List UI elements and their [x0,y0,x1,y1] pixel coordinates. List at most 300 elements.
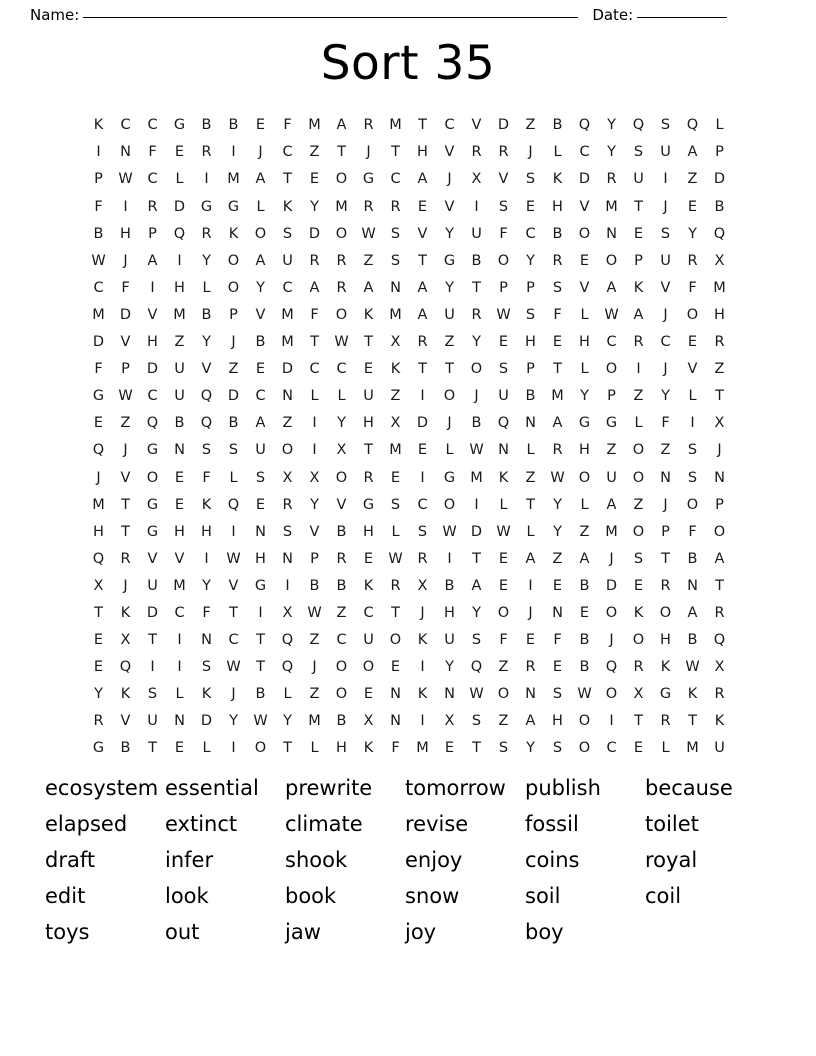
grid-letter[interactable]: F [553,306,562,323]
grid-letter[interactable]: P [661,523,670,540]
grid-letter[interactable]: V [444,198,455,215]
grid-letter[interactable]: T [337,144,346,161]
word-list-item[interactable]: draft [45,848,96,872]
grid-letter[interactable]: A [525,550,536,567]
grid-letter[interactable]: J [663,496,668,513]
grid-letter[interactable]: E [363,550,374,567]
word-list-item[interactable]: out [165,920,200,944]
grid-letter[interactable]: M [308,713,321,730]
grid-letter[interactable]: F [283,117,292,134]
grid-letter[interactable]: Y [337,415,346,432]
grid-letter[interactable]: Z [174,334,185,351]
grid-letter[interactable]: F [391,740,400,757]
grid-letter[interactable]: O [605,686,618,703]
grid-letter[interactable]: N [174,713,185,730]
grid-letter[interactable]: E [417,198,428,215]
grid-letter[interactable]: L [202,279,211,296]
grid-letter[interactable]: H [417,144,428,161]
grid-letter[interactable]: Z [309,632,320,649]
grid-letter[interactable]: J [312,659,317,676]
grid-letter[interactable]: N [390,279,401,296]
grid-letter[interactable]: T [472,740,481,757]
grid-letter[interactable]: R [660,577,671,594]
grid-letter[interactable]: B [255,686,266,703]
grid-letter[interactable]: G [200,198,213,215]
grid-letter[interactable]: K [282,198,293,215]
grid-letter[interactable]: E [255,361,266,378]
grid-letter[interactable]: M [281,334,294,351]
grid-letter[interactable]: M [227,171,240,188]
word-list-item[interactable]: infer [165,848,214,872]
name-write-line[interactable] [83,16,578,18]
grid-letter[interactable]: E [633,577,644,594]
grid-letter[interactable]: D [146,361,159,378]
grid-letter[interactable]: J [528,604,533,621]
grid-letter[interactable]: G [92,388,105,405]
grid-letter[interactable]: V [201,361,212,378]
grid-letter[interactable]: J [123,442,128,459]
grid-letter[interactable]: R [417,334,428,351]
grid-letter[interactable]: B [309,577,320,594]
grid-letter[interactable]: V [120,469,131,486]
grid-letter[interactable]: S [390,252,401,269]
grid-letter[interactable]: E [93,632,104,649]
grid-letter[interactable]: I [285,577,290,594]
grid-letter[interactable]: S [660,117,671,134]
grid-letter[interactable]: R [714,604,725,621]
grid-letter[interactable]: O [146,469,159,486]
grid-letter[interactable]: I [420,659,425,676]
grid-letter[interactable]: Z [390,388,401,405]
grid-letter[interactable]: X [714,659,725,676]
grid-letter[interactable]: Z [525,469,536,486]
grid-letter[interactable]: H [552,713,563,730]
grid-letter[interactable]: L [688,388,697,405]
grid-letter[interactable]: L [661,740,670,757]
grid-letter[interactable]: R [687,252,698,269]
grid-letter[interactable]: V [579,279,590,296]
grid-letter[interactable]: E [552,334,563,351]
grid-letter[interactable]: J [447,415,452,432]
grid-letter[interactable]: S [633,550,644,567]
grid-letter[interactable]: O [578,469,591,486]
grid-letter[interactable]: V [255,306,266,323]
grid-letter[interactable]: U [660,252,671,269]
grid-letter[interactable]: V [336,496,347,513]
grid-letter[interactable]: X [417,577,428,594]
grid-letter[interactable]: N [390,686,401,703]
grid-letter[interactable]: T [310,334,319,351]
grid-letter[interactable]: Q [686,117,699,134]
grid-letter[interactable]: F [94,198,103,215]
grid-letter[interactable]: W [307,604,322,621]
grid-letter[interactable]: M [686,740,699,757]
grid-letter[interactable]: R [714,686,725,703]
grid-letter[interactable]: O [605,361,618,378]
grid-letter[interactable]: N [525,415,536,432]
grid-letter[interactable]: J [96,469,101,486]
grid-letter[interactable]: H [147,334,158,351]
word-list-item[interactable]: elapsed [45,812,128,836]
grid-letter[interactable]: F [148,144,157,161]
grid-letter[interactable]: M [389,117,402,134]
grid-letter[interactable]: D [713,171,726,188]
grid-letter[interactable]: J [609,632,614,649]
grid-letter[interactable]: G [443,469,456,486]
grid-letter[interactable]: L [391,523,400,540]
grid-letter[interactable]: I [123,198,128,215]
grid-letter[interactable]: G [605,415,618,432]
grid-letter[interactable]: Y [229,713,238,730]
grid-letter[interactable]: Q [605,659,618,676]
grid-letter[interactable]: E [498,577,509,594]
grid-letter[interactable]: P [229,306,238,323]
grid-letter[interactable]: O [686,306,699,323]
grid-letter[interactable]: X [714,252,725,269]
grid-letter[interactable]: K [201,686,212,703]
grid-letter[interactable]: L [175,171,184,188]
grid-letter[interactable]: O [497,604,510,621]
grid-letter[interactable]: F [553,632,562,649]
grid-letter[interactable]: A [147,252,158,269]
grid-letter[interactable]: I [231,523,236,540]
grid-letter[interactable]: C [606,740,617,757]
word-list-item[interactable]: book [285,884,337,908]
word-list-item[interactable]: fossil [525,812,579,836]
grid-letter[interactable]: V [120,713,131,730]
grid-letter[interactable]: Z [606,442,617,459]
grid-letter[interactable]: P [310,550,319,567]
grid-letter[interactable]: A [687,604,698,621]
grid-letter[interactable]: R [363,198,374,215]
grid-letter[interactable]: Q [200,415,213,432]
grid-letter[interactable]: O [254,225,267,242]
grid-letter[interactable]: V [579,198,590,215]
grid-letter[interactable]: B [552,225,563,242]
grid-letter[interactable]: C [660,334,671,351]
grid-letter[interactable]: H [120,225,131,242]
grid-letter[interactable]: O [632,632,645,649]
grid-letter[interactable]: U [174,361,185,378]
grid-letter[interactable]: N [660,469,671,486]
grid-letter[interactable]: G [146,523,159,540]
grid-letter[interactable]: E [363,361,374,378]
grid-letter[interactable]: Y [310,496,319,513]
grid-letter[interactable]: C [309,361,320,378]
grid-letter[interactable]: E [525,632,536,649]
grid-letter[interactable]: W [91,252,106,269]
grid-letter[interactable]: R [498,144,509,161]
grid-letter[interactable]: Z [579,523,590,540]
grid-letter[interactable]: Q [92,550,105,567]
grid-letter[interactable]: Y [310,198,319,215]
grid-letter[interactable]: W [226,659,241,676]
grid-letter[interactable]: Y [526,252,535,269]
grid-letter[interactable]: E [309,171,320,188]
grid-letter[interactable]: U [282,252,293,269]
grid-letter[interactable]: T [148,632,157,649]
grid-letter[interactable]: C [282,144,293,161]
grid-letter[interactable]: H [714,306,725,323]
grid-letter[interactable]: I [636,361,641,378]
grid-letter[interactable]: J [231,686,236,703]
grid-letter[interactable]: R [363,117,374,134]
grid-letter[interactable]: L [580,306,589,323]
grid-letter[interactable]: R [336,279,347,296]
grid-letter[interactable]: Q [146,415,159,432]
grid-letter[interactable]: E [390,469,401,486]
grid-letter[interactable]: R [201,144,212,161]
grid-letter[interactable]: T [418,252,427,269]
grid-letter[interactable]: K [363,306,374,323]
grid-letter[interactable]: P [121,361,130,378]
grid-letter[interactable]: E [444,740,455,757]
grid-letter[interactable]: Q [632,117,645,134]
grid-letter[interactable]: K [390,361,401,378]
grid-letter[interactable]: A [417,306,428,323]
grid-letter[interactable]: Z [633,496,644,513]
grid-letter[interactable]: S [390,225,401,242]
grid-letter[interactable]: T [364,442,373,459]
grid-letter[interactable]: K [120,686,131,703]
grid-letter[interactable]: Y [445,659,454,676]
grid-letter[interactable]: J [663,361,668,378]
grid-letter[interactable]: K [633,279,644,296]
grid-letter[interactable]: E [93,659,104,676]
grid-letter[interactable]: C [147,388,158,405]
grid-letter[interactable]: B [687,550,698,567]
grid-letter[interactable]: S [633,144,644,161]
grid-letter[interactable]: L [310,388,319,405]
grid-letter[interactable]: X [390,334,401,351]
grid-letter[interactable]: X [120,632,131,649]
grid-letter[interactable]: O [335,686,348,703]
word-list-item[interactable]: climate [285,812,363,836]
grid-letter[interactable]: X [282,604,293,621]
grid-letter[interactable]: W [253,713,268,730]
grid-letter[interactable]: R [93,713,104,730]
grid-letter[interactable]: C [363,604,374,621]
grid-letter[interactable]: Z [444,334,455,351]
grid-letter[interactable]: C [390,171,401,188]
grid-letter[interactable]: L [337,388,346,405]
grid-letter[interactable]: A [579,550,590,567]
grid-letter[interactable]: R [633,659,644,676]
grid-letter[interactable]: M [335,198,348,215]
grid-letter[interactable]: Z [228,361,239,378]
grid-letter[interactable]: L [202,740,211,757]
grid-letter[interactable]: A [336,117,347,134]
grid-letter[interactable]: Y [472,604,481,621]
grid-letter[interactable]: R [525,659,536,676]
grid-letter[interactable]: O [443,388,456,405]
grid-letter[interactable]: P [607,388,616,405]
grid-letter[interactable]: O [443,496,456,513]
grid-letter[interactable]: Z [309,686,320,703]
grid-letter[interactable]: C [579,144,590,161]
grid-letter[interactable]: O [713,523,726,540]
grid-letter[interactable]: B [120,740,131,757]
grid-letter[interactable]: R [660,713,671,730]
word-list-item[interactable]: because [645,776,733,800]
word-list-item[interactable]: prewrite [285,776,373,800]
grid-letter[interactable]: Z [633,388,644,405]
grid-letter[interactable]: F [688,523,697,540]
grid-letter[interactable]: L [526,442,535,459]
grid-letter[interactable]: F [202,604,211,621]
grid-letter[interactable]: O [578,225,591,242]
word-list-item[interactable]: toilet [645,812,699,836]
grid-letter[interactable]: N [282,550,293,567]
grid-letter[interactable]: M [551,388,564,405]
grid-letter[interactable]: R [471,306,482,323]
grid-letter[interactable]: T [283,171,292,188]
grid-letter[interactable]: O [470,361,483,378]
grid-letter[interactable]: U [255,442,266,459]
grid-letter[interactable]: O [497,252,510,269]
grid-letter[interactable]: P [526,361,535,378]
grid-letter[interactable]: Z [552,550,563,567]
grid-letter[interactable]: O [686,496,699,513]
grid-letter[interactable]: V [660,279,671,296]
grid-letter[interactable]: L [175,686,184,703]
grid-letter[interactable]: M [173,577,186,594]
grid-letter[interactable]: C [525,225,536,242]
grid-letter[interactable]: Y [580,388,589,405]
grid-letter[interactable]: L [580,496,589,513]
grid-letter[interactable]: C [147,117,158,134]
grid-letter[interactable]: O [227,279,240,296]
word-list-item[interactable]: toys [45,920,90,944]
grid-letter[interactable]: Z [282,415,293,432]
grid-letter[interactable]: L [229,469,238,486]
grid-letter[interactable]: T [472,550,481,567]
grid-letter[interactable]: S [552,740,563,757]
grid-letter[interactable]: H [201,523,212,540]
grid-letter[interactable]: C [282,279,293,296]
grid-letter[interactable]: S [498,740,509,757]
grid-letter[interactable]: N [201,632,212,649]
grid-letter[interactable]: T [391,144,400,161]
grid-letter[interactable]: B [444,577,455,594]
grid-letter[interactable]: R [606,171,617,188]
grid-letter[interactable]: I [447,550,452,567]
grid-letter[interactable]: I [177,659,182,676]
grid-letter[interactable]: I [204,550,209,567]
grid-letter[interactable]: V [174,550,185,567]
grid-letter[interactable]: N [255,523,266,540]
grid-letter[interactable]: E [579,252,590,269]
grid-letter[interactable]: Z [498,659,509,676]
grid-letter[interactable]: I [312,415,317,432]
grid-letter[interactable]: U [498,388,509,405]
grid-letter[interactable]: L [310,740,319,757]
grid-letter[interactable]: D [227,388,240,405]
grid-letter[interactable]: J [258,144,263,161]
grid-letter[interactable]: H [336,740,347,757]
grid-letter[interactable]: O [605,252,618,269]
grid-letter[interactable]: C [147,171,158,188]
grid-letter[interactable]: B [714,198,725,215]
grid-letter[interactable]: I [231,144,236,161]
grid-letter[interactable]: Y [607,117,616,134]
grid-letter[interactable]: H [579,442,590,459]
grid-letter[interactable]: V [228,577,239,594]
grid-letter[interactable]: V [444,144,455,161]
grid-letter[interactable]: B [687,632,698,649]
grid-letter[interactable]: I [420,388,425,405]
grid-letter[interactable]: I [204,171,209,188]
grid-letter[interactable]: R [552,252,563,269]
grid-letter[interactable]: E [633,740,644,757]
grid-letter[interactable]: L [526,523,535,540]
grid-letter[interactable]: A [363,279,374,296]
grid-letter[interactable]: S [471,713,482,730]
grid-letter[interactable]: H [444,604,455,621]
grid-letter[interactable]: N [498,442,509,459]
grid-letter[interactable]: G [146,496,159,513]
grid-letter[interactable]: D [470,523,483,540]
grid-letter[interactable]: A [687,144,698,161]
grid-letter[interactable]: S [525,171,536,188]
grid-letter[interactable]: E [633,225,644,242]
word-list-item[interactable]: soil [525,884,561,908]
grid-letter[interactable]: X [444,713,455,730]
grid-letter[interactable]: U [174,388,185,405]
grid-letter[interactable]: S [687,469,698,486]
grid-letter[interactable]: T [121,523,130,540]
grid-letter[interactable]: J [609,550,614,567]
grid-letter[interactable]: G [92,740,105,757]
grid-letter[interactable]: T [634,713,643,730]
grid-letter[interactable]: G [659,686,672,703]
grid-letter[interactable]: S [660,225,671,242]
word-list-item[interactable]: ecosystem [45,776,159,800]
grid-letter[interactable]: U [363,632,374,649]
grid-letter[interactable]: U [363,388,374,405]
grid-letter[interactable]: N [390,713,401,730]
grid-letter[interactable]: U [714,740,725,757]
grid-letter[interactable]: T [391,604,400,621]
grid-letter[interactable]: R [201,225,212,242]
grid-letter[interactable]: T [94,604,103,621]
grid-letter[interactable]: Y [553,523,562,540]
grid-letter[interactable]: D [605,577,618,594]
grid-letter[interactable]: S [255,469,266,486]
grid-letter[interactable]: P [634,252,643,269]
grid-letter[interactable]: Q [119,659,132,676]
grid-letter[interactable]: S [390,496,401,513]
grid-letter[interactable]: E [525,198,536,215]
grid-letter[interactable]: N [525,686,536,703]
grid-letter[interactable]: J [663,306,668,323]
grid-letter[interactable]: T [418,361,427,378]
grid-letter[interactable]: A [606,279,617,296]
grid-letter[interactable]: F [121,279,130,296]
grid-letter[interactable]: D [281,361,294,378]
grid-letter[interactable]: M [92,306,105,323]
grid-letter[interactable]: W [118,388,133,405]
grid-letter[interactable]: T [661,550,670,567]
word-list-item[interactable]: shook [285,848,348,872]
grid-letter[interactable]: Y [688,225,697,242]
grid-letter[interactable]: U [471,225,482,242]
word-list-item[interactable]: royal [645,848,698,872]
grid-letter[interactable]: S [525,306,536,323]
grid-letter[interactable]: K [228,225,239,242]
grid-letter[interactable]: W [577,686,592,703]
grid-letter[interactable]: I [150,279,155,296]
